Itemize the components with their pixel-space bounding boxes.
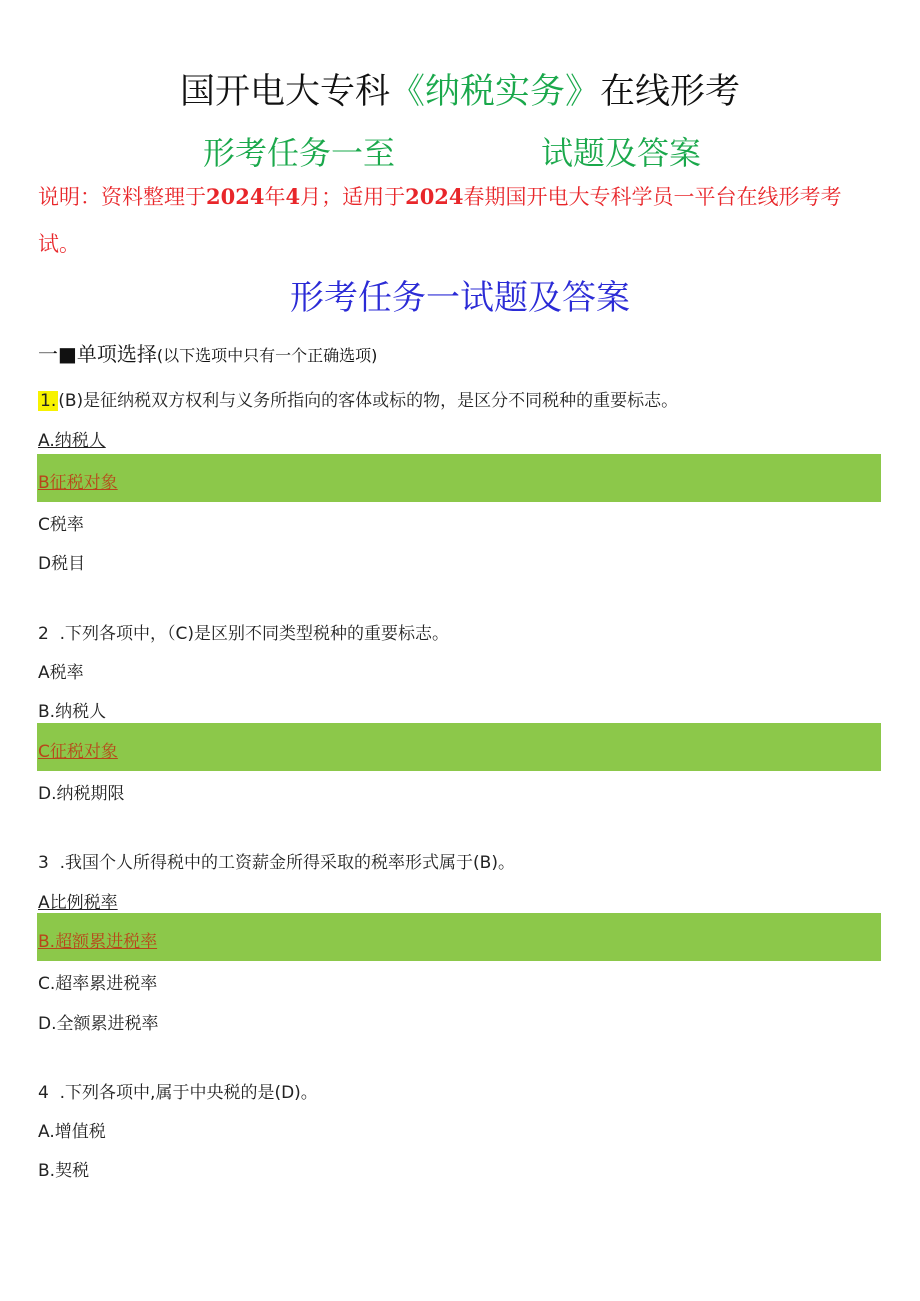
question-4-stem [38, 1078, 318, 1103]
note-text-2: 年 [264, 185, 286, 209]
question-4-option-a: A.增值税 [38, 1122, 106, 1142]
title-suffix: 在线形考 [600, 72, 741, 112]
question-2-text: .下列各项中，（C)是区别不同类型税种的重要标志。 [59, 624, 450, 644]
question-1-option-a: A.纳税人 [38, 431, 106, 451]
note-text-4: 春期国开电大专科学员一平台在线形考考试。 [38, 185, 842, 256]
question-3-stem [38, 848, 515, 873]
document-title [0, 64, 920, 114]
question-1-number: 1. [40, 391, 57, 411]
question-3-option-a: A比例税率 [38, 893, 118, 913]
question-2-option-b: B.纳税人 [38, 702, 107, 722]
question-3-option-d: D.全额累进税率 [38, 1014, 159, 1034]
question-2-number: 2 [38, 624, 49, 644]
question-4-option-b: B.契税 [38, 1161, 90, 1181]
note-month: 4 [285, 184, 301, 209]
question-2-option-a: A税率 [38, 663, 84, 683]
document-note [38, 173, 878, 268]
question-2-stem [38, 619, 449, 644]
note-year-2: 2024 [405, 184, 464, 209]
question-3-text: .我国个人所得税中的工资薪金所得采取的税率形式属于(B)。 [59, 853, 515, 873]
question-3-option-c: C.超率累进税率 [38, 974, 158, 994]
note-text-1: 说明：资料整理于 [38, 185, 206, 209]
section-title: 形考任务一试题及答案 [290, 278, 630, 318]
heading-sub: (以下选项中只有一个正确选项) [156, 346, 378, 365]
note-text-3: 月；适用于 [300, 185, 406, 209]
question-2-option-c-answer: C征税对象 [38, 742, 118, 762]
question-1-option-c: C税率 [38, 515, 84, 535]
note-year-1: 2024 [206, 184, 265, 209]
question-2-option-d: D.纳税期限 [38, 784, 125, 804]
question-1-text: (B)是征纳税双方权利与义务所指向的客体或标的物，是区分不同税种的重要标志。 [58, 391, 679, 411]
question-1-stem [38, 386, 678, 411]
title-prefix: 国开电大专科 [179, 72, 390, 112]
question-3-answer-highlight [37, 913, 881, 961]
question-type-heading [38, 338, 377, 367]
question-2-answer-highlight [37, 723, 881, 771]
question-1-option-b-answer: B征税对象 [38, 473, 118, 493]
title-course: 《纳税实务》 [389, 72, 600, 112]
heading-main: 一■单项选择 [38, 342, 157, 366]
question-1-answer-highlight [37, 454, 881, 502]
question-1-option-d: D税目 [38, 554, 86, 574]
subtitle-left: 形考任务一至 [203, 134, 396, 172]
question-3-option-b-answer: B.超额累进税率 [38, 932, 158, 952]
question-3-number: 3 [38, 853, 49, 873]
question-4-text: .下列各项中,属于中央税的是(D)。 [59, 1083, 318, 1103]
question-4-number: 4 [38, 1083, 49, 1103]
subtitle-right: 试题及答案 [541, 134, 702, 172]
